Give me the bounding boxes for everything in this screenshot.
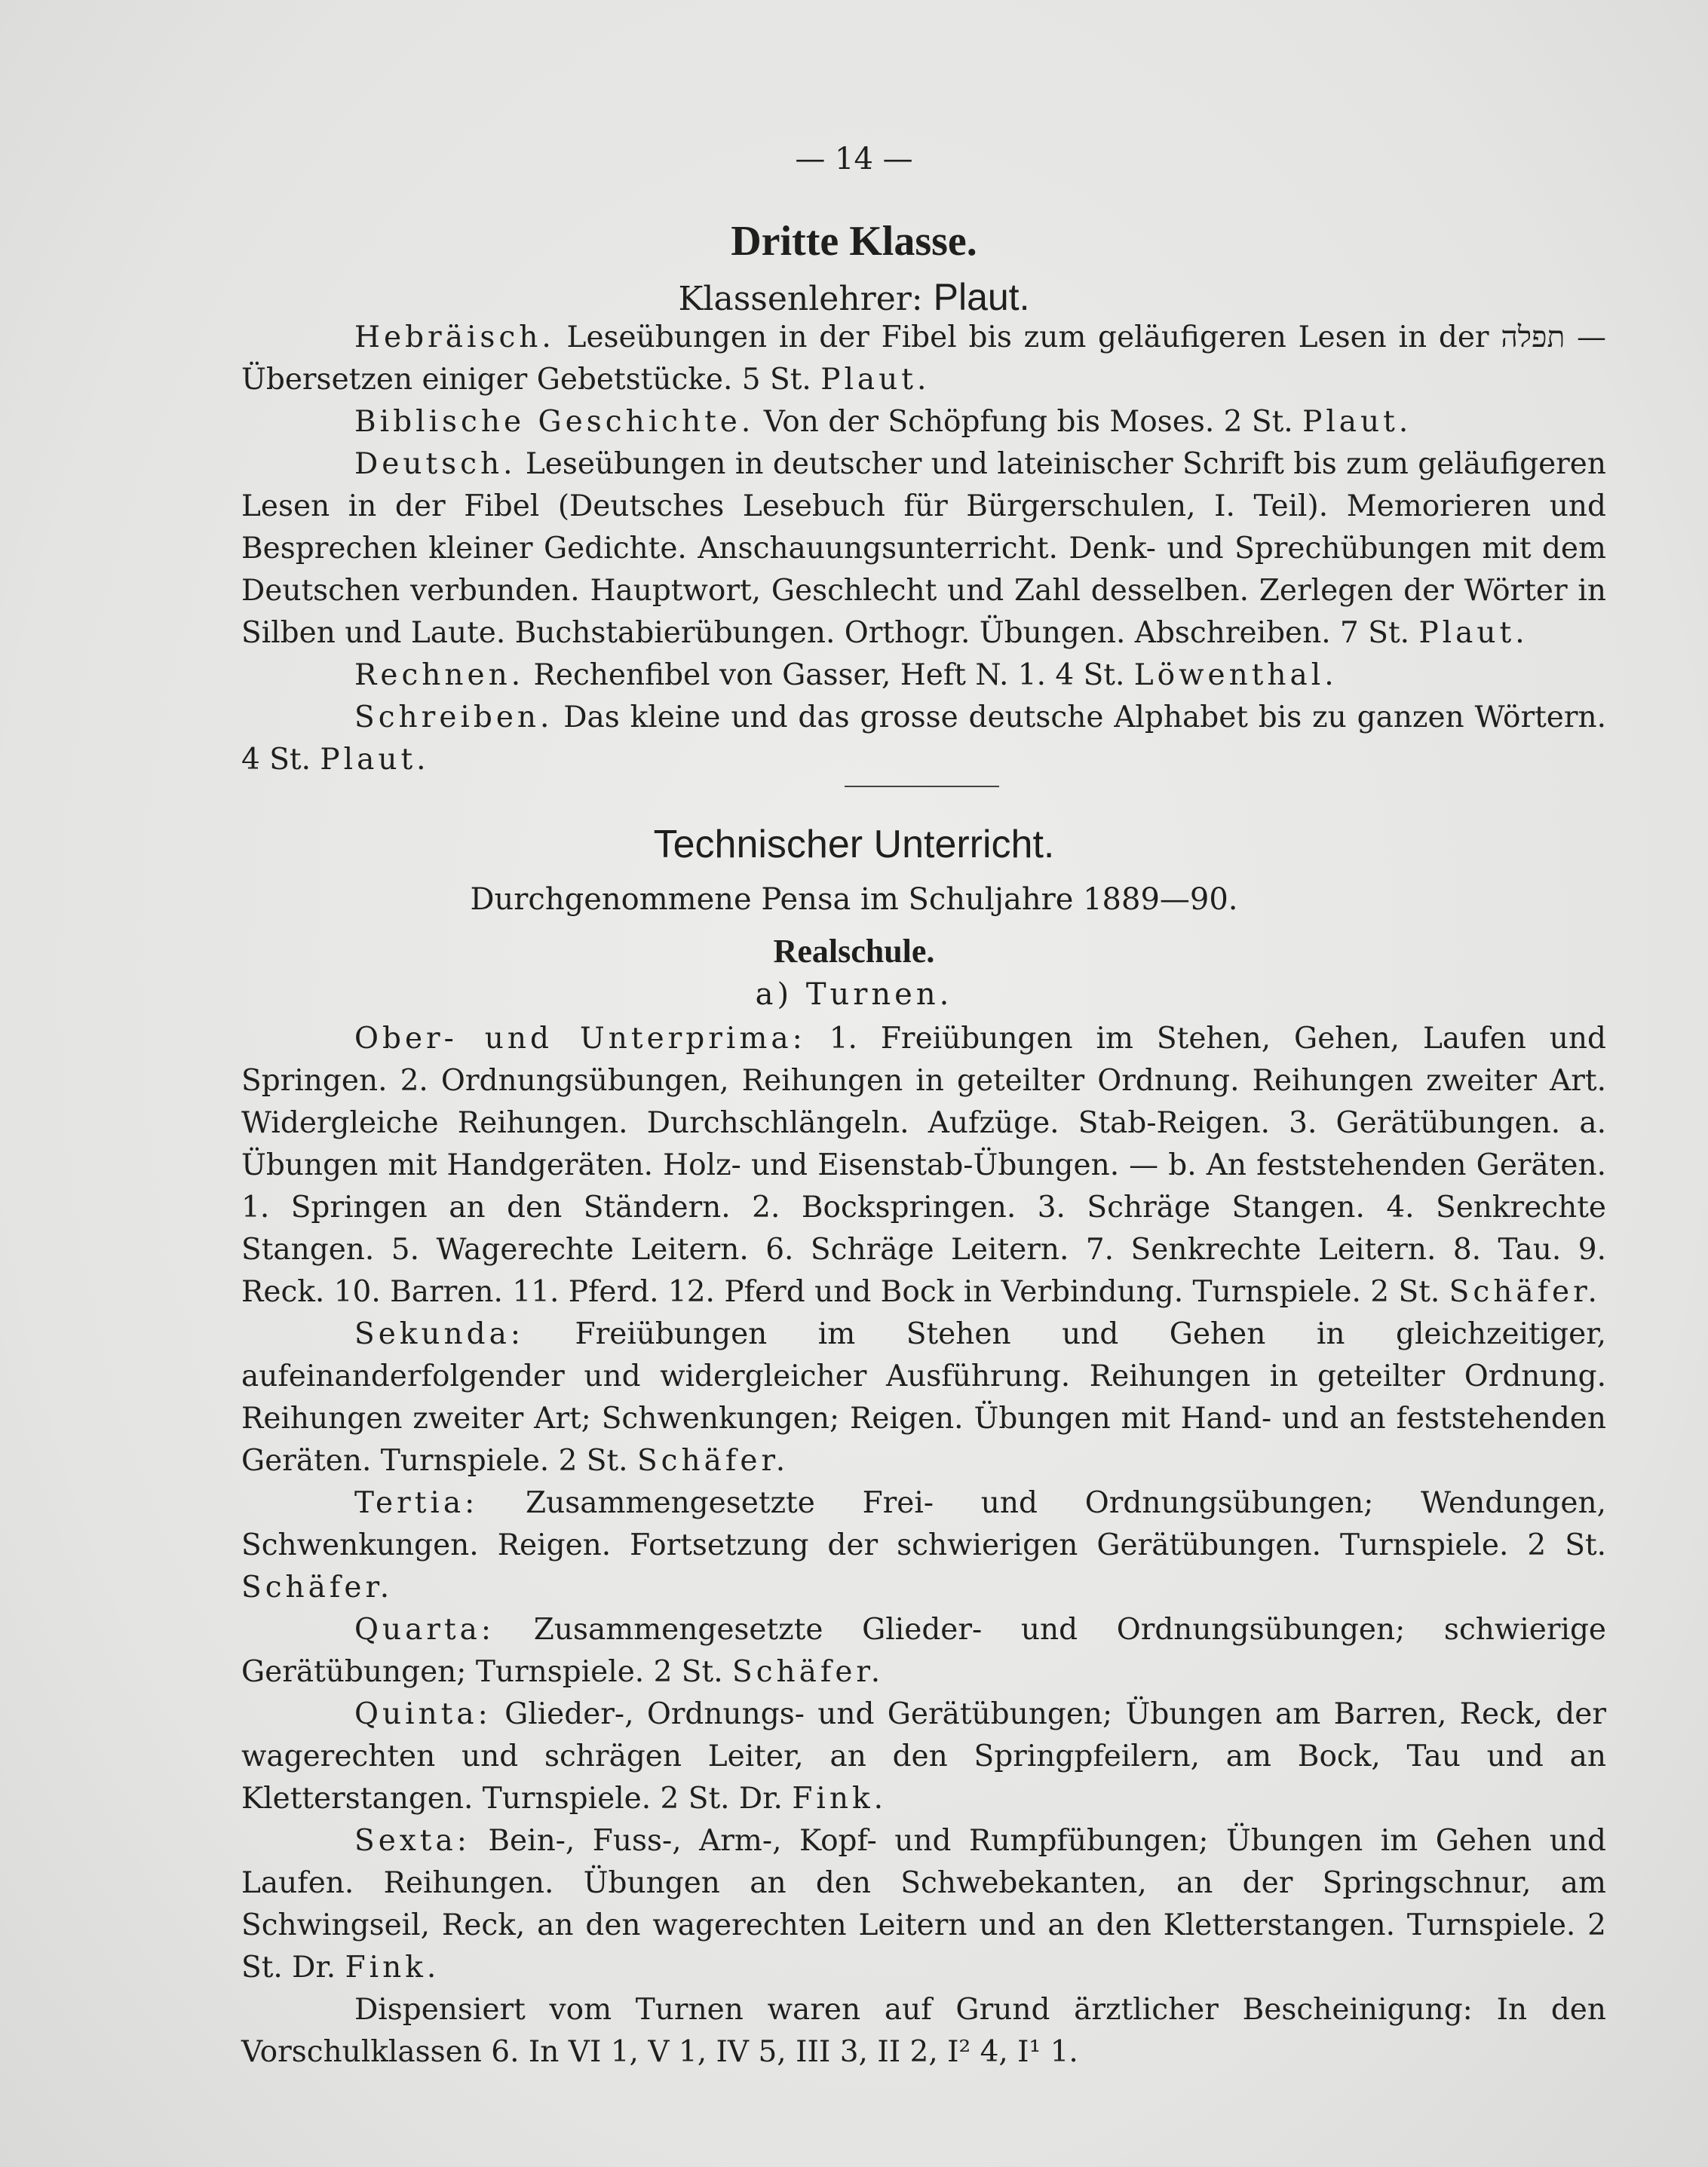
teacher-name: Schäfer. [241, 1571, 394, 1605]
paragraph [241, 1609, 1606, 1693]
teacher-name: Löwenthal. [1133, 658, 1338, 692]
school-heading: Realschule. [773, 933, 935, 970]
page-number: — 14 — [795, 142, 913, 176]
paragraph-text: Dispensiert vom Turnen waren auf Grund ärztlicher Bescheinigung: In den Vorschulklassen 6. In VI 1, V 1, IV 5, III 3, II 2, I² 4, I¹ 1. [241, 1993, 1606, 2069]
paragraph-text: Rechenfibel von Gasser, Heft N. 1. 4 St. [524, 658, 1134, 692]
paragraph [241, 401, 1606, 443]
section-subtitle: Durchgenommene Pensa im Schuljahre 1889—90. [470, 882, 1238, 917]
dritte-klasse-body [241, 317, 1606, 781]
class-teacher-line [0, 275, 1708, 319]
teacher-name: Schäfer. [636, 1444, 790, 1478]
teacher-name: Plaut. [320, 743, 430, 777]
paragraph [241, 317, 1606, 401]
paragraph-text: Von der Schöpfung bis Moses. 2 St. [754, 405, 1303, 439]
paragraph [241, 1989, 1606, 2074]
subject-label: Hebräisch. [354, 320, 555, 354]
paragraph [241, 654, 1606, 697]
paragraph [241, 1820, 1606, 1989]
turnen-body [241, 1018, 1606, 2074]
teacher-name: Fink. [792, 1782, 888, 1816]
paragraph [241, 443, 1606, 654]
paragraph [241, 697, 1606, 781]
paragraph-text: Freiübungen im Stehen und Gehen in gleichzeitiger, aufeinanderfolgender und widergleicher Ausführung. Reihungen in geteilter Ordnung. Reihungen zweiter Art; Schwenkungen; Reigen. Übungen mit Hand- und an feststehenden Geräten. Turnspiele. 2 St. [241, 1317, 1606, 1478]
paragraph-text: Bein-, Fuss-, Arm-, Kopf- und Rumpfübungen; Übungen im Gehen und Laufen. Reihungen. Übungen an den Schwebekanten, an der Springschnur, am Schwingseil, Reck, an den wagerechten Leitern und an den Kletterstangen. Turnspiele. 2 St. Dr. [241, 1824, 1606, 1985]
subject-label: Sekunda: [354, 1317, 525, 1351]
subject-label: Tertia: [354, 1486, 479, 1520]
class-teacher-name: Plaut. [933, 276, 1030, 318]
subject-label: Ober- und Unterprima: [354, 1022, 806, 1056]
subject-label: Deutsch. [354, 447, 517, 481]
paragraph [241, 1482, 1606, 1609]
subject-label: Schreiben. [354, 700, 553, 734]
teacher-name: Schäfer. [731, 1655, 885, 1689]
section-title-technischer-unterricht: Technischer Unterricht. [653, 823, 1055, 866]
paragraph-text: Leseübungen in der Fibel bis zum geläufigeren Lesen in der תפלה — Übersetzen einiger Gebetstücke. 5 St. [241, 320, 1607, 397]
paragraph-text: 1. Freiübungen im Stehen, Gehen, Laufen und Springen. 2. Ordnungsübungen, Reihungen in geteilter Ordnung. Reihungen zweiter Art. Widergleiche Reihungen. Durchschlängeln. Aufzüge. Stab-Reigen. 3. Gerätübungen. a. Übungen mit Handgeräten. Holz- und Eisenstab-Übungen. — b. An feststehenden Geräten. 1. Springen an den Ständern. 2. Bockspringen. 3. Schräge Stangen. 4. Senkrechte Stangen. 5. Wagerechte Leitern. 6. Schräge Leitern. 7. Senkrechte Leitern. 8. Tau. 9. Reck. 10. Barren. 11. Pferd. 12. Pferd und Bock in Verbindung. Turnspiele. 2 St. [241, 1022, 1606, 1309]
subject-label: Quarta: [354, 1613, 495, 1647]
class-teacher-label: Klassenlehrer: [678, 280, 923, 318]
subject-label: Sexta: [354, 1824, 471, 1858]
teacher-name: Schäfer. [1449, 1275, 1601, 1309]
teacher-name: Plaut. [1418, 616, 1529, 650]
teacher-name: Plaut. [1302, 405, 1412, 439]
section-title-dritte-klasse: Dritte Klasse. [731, 218, 977, 265]
subject-label: Rechnen. [354, 658, 525, 692]
paragraph-text: Leseübungen in deutscher und lateinischer Schrift bis zum geläufigeren Lesen in der Fibel (Deutsches Lesebuch für Bürgerschulen, I. Teil). Memorieren und Besprechen kleiner Gedichte. Anschauungsunterricht. Denk- und Sprechübungen mit dem Deutschen verbunden. Hauptwort, Geschlecht und Zahl desselben. Zerlegen der Wörter in Silben und Laute. Buchstabierübungen. Orthogr. Übungen. Abschreiben. 7 St. [241, 447, 1606, 650]
paragraph [241, 1313, 1606, 1482]
paragraph [241, 1693, 1606, 1820]
paragraph-text: Das kleine und das grosse deutsche Alphabet bis zu ganzen Wörtern. 4 St. [241, 700, 1606, 777]
paragraph [241, 1018, 1606, 1313]
section-divider [845, 786, 999, 787]
topic-heading: a) Turnen. [755, 977, 953, 1012]
teacher-name: Fink. [345, 1951, 440, 1985]
paragraph-text: Zusammengesetzte Glieder- und Ordnungsübungen; schwierige Gerätübungen; Turnspiele. 2 St. [241, 1613, 1606, 1689]
paragraph-text: Zusammengesetzte Frei- und Ordnungsübungen; Wendungen, Schwenkungen. Reigen. Fortsetzung der schwierigen Gerätübungen. Turnspiele. 2 St. [241, 1486, 1606, 1562]
subject-label: Quinta: [354, 1697, 492, 1731]
subject-label: Biblische Geschichte. [354, 405, 755, 439]
paragraph-text: Glieder-, Ordnungs- und Gerätübungen; Übungen am Barren, Reck, der wagerechten und schrägen Leiter, an den Springpfeilern, am Bock, Tau und an Kletterstangen. Turnspiele. 2 St. Dr. [241, 1697, 1606, 1816]
teacher-name: Plaut. [820, 363, 931, 397]
